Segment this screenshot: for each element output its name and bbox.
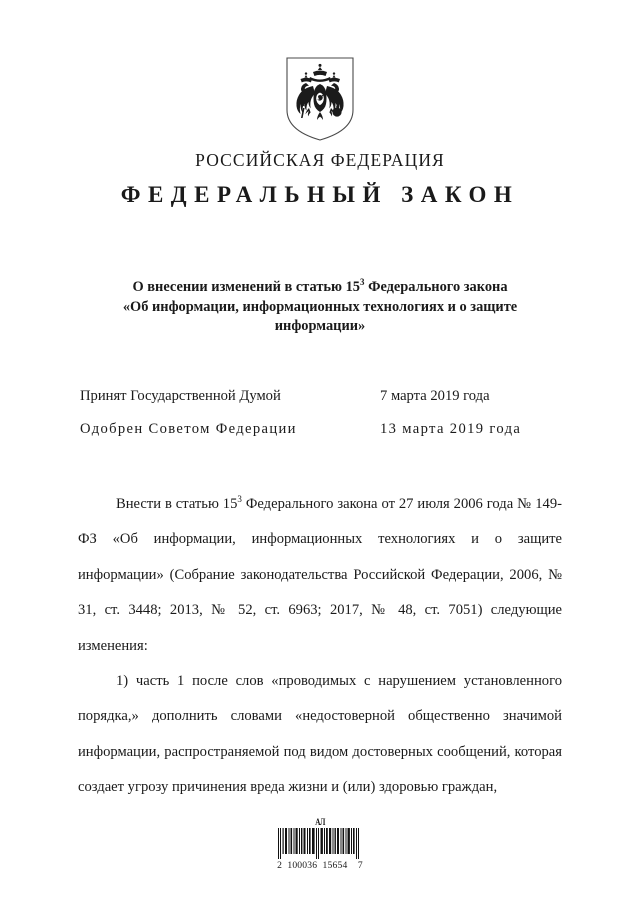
body-p1-superscript: 3 — [237, 494, 242, 505]
body-p1-part-a: Внести в статью 15 — [116, 496, 238, 512]
title-line-1-tail: Федерального закона — [368, 279, 508, 295]
russian-federation-coat-of-arms-icon — [283, 56, 357, 142]
council-date: 13 марта 2019 года — [380, 421, 522, 437]
title-line-3: информации» — [274, 318, 366, 334]
title-line-1: О внесении изменений в статью 15 — [132, 279, 361, 295]
council-label: Одобрен Советом Федерации — [80, 421, 297, 437]
title-line-2: «Об информации, информационных технологиях и о защите — [122, 298, 518, 315]
document-title — [96, 278, 544, 337]
title-superscript: 3 — [360, 277, 365, 288]
body-p1-part-b: Федерального закона от 27 июля 2006 года № 149-ФЗ «Об информации, информационных технологиях и о защите информации» (Собрание законодательства Российской Федерации, 2006, № 31, ст. 3448; 2013, № 52, ст. 6963; 2017, № 48, ст. 7051) следующие изменения: — [78, 496, 562, 654]
document-body — [78, 487, 562, 806]
body-paragraph-1 — [78, 487, 562, 664]
body-paragraph-2: 1) часть 1 после слов «проводимых с нарушением установленного порядка,» дополнить словами «недостоверной общественно значимой информации, распространяемой под видом достоверных сообщений, которая создает угрозу причинения вреда жизни и (или) здоровью граждан, — [78, 673, 562, 796]
barcode-mark-label: АЛ — [315, 817, 325, 827]
adoption-row-council — [80, 421, 562, 438]
emblem-container — [0, 56, 640, 142]
barcode-block — [0, 818, 640, 871]
barcode-digits: 2 100036 15654 7 — [277, 860, 363, 871]
barcode-image — [278, 828, 362, 859]
duma-date: 7 марта 2019 года — [380, 388, 490, 404]
law-type-heading: ФЕДЕРАЛЬНЫЙ ЗАКОН — [120, 182, 520, 207]
country-heading: РОССИЙСКАЯ ФЕДЕРАЦИЯ — [195, 150, 445, 170]
adoption-row-duma — [80, 388, 562, 405]
duma-label: Принят Государственной Думой — [80, 388, 281, 404]
